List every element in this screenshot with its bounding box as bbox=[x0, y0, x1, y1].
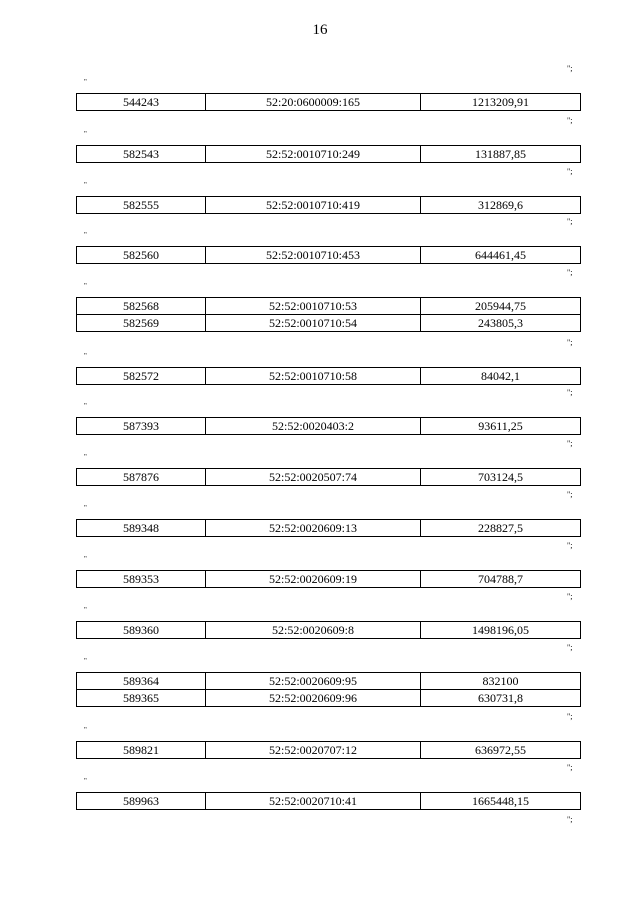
data-table bbox=[76, 519, 581, 537]
page-number: 16 bbox=[312, 22, 328, 38]
table-row bbox=[77, 315, 581, 332]
cadastral-number-cell: 52:52:0010710:58 bbox=[206, 368, 421, 385]
value-cell: 704788,7 bbox=[421, 571, 581, 588]
closing-quote: "; bbox=[567, 592, 573, 601]
opening-quote: " bbox=[84, 78, 87, 86]
value-cell: 84042,1 bbox=[421, 368, 581, 385]
table-row bbox=[77, 298, 581, 315]
cadastral-number-cell: 52:52:0020507:74 bbox=[206, 469, 421, 486]
closing-quote: "; bbox=[567, 167, 573, 176]
opening-quote: " bbox=[84, 352, 87, 360]
table-row bbox=[77, 368, 581, 385]
value-cell: 636972,55 bbox=[421, 742, 581, 759]
closing-quote: "; bbox=[567, 388, 573, 397]
closing-quote: "; bbox=[567, 338, 573, 347]
cadastral-number-cell: 52:52:0020707:12 bbox=[206, 742, 421, 759]
value-cell: 93611,25 bbox=[421, 418, 581, 435]
value-cell: 243805,3 bbox=[421, 315, 581, 332]
value-cell: 644461,45 bbox=[421, 247, 581, 264]
opening-quote: " bbox=[84, 726, 87, 734]
opening-quote: " bbox=[84, 130, 87, 138]
data-table bbox=[76, 93, 581, 111]
value-cell: 228827,5 bbox=[421, 520, 581, 537]
record-number-cell: 587876 bbox=[77, 469, 206, 486]
cadastral-number-cell: 52:52:0010710:53 bbox=[206, 298, 421, 315]
record-number-cell: 589360 bbox=[77, 622, 206, 639]
table-row bbox=[77, 469, 581, 486]
record-number-cell: 589365 bbox=[77, 690, 206, 707]
cadastral-number-cell: 52:20:0600009:165 bbox=[206, 94, 421, 111]
cadastral-number-cell: 52:52:0010710:419 bbox=[206, 197, 421, 214]
cadastral-number-cell: 52:52:0020609:8 bbox=[206, 622, 421, 639]
data-table bbox=[76, 570, 581, 588]
record-number-cell: 589963 bbox=[77, 793, 206, 810]
record-number-cell: 582560 bbox=[77, 247, 206, 264]
data-table bbox=[76, 741, 581, 759]
value-cell: 703124,5 bbox=[421, 469, 581, 486]
record-number-cell: 582555 bbox=[77, 197, 206, 214]
closing-quote: "; bbox=[567, 268, 573, 277]
closing-quote: "; bbox=[567, 217, 573, 226]
record-number-cell: 589364 bbox=[77, 673, 206, 690]
closing-quote: "; bbox=[567, 439, 573, 448]
closing-quote: "; bbox=[567, 490, 573, 499]
data-table bbox=[76, 672, 581, 707]
opening-quote: " bbox=[84, 555, 87, 563]
record-number-cell: 544243 bbox=[77, 94, 206, 111]
cadastral-number-cell: 52:52:0010710:453 bbox=[206, 247, 421, 264]
record-number-cell: 589353 bbox=[77, 571, 206, 588]
data-table bbox=[76, 297, 581, 332]
cadastral-number-cell: 52:52:0020609:13 bbox=[206, 520, 421, 537]
value-cell: 205944,75 bbox=[421, 298, 581, 315]
record-number-cell: 582568 bbox=[77, 298, 206, 315]
cadastral-number-cell: 52:52:0020609:19 bbox=[206, 571, 421, 588]
record-number-cell: 582543 bbox=[77, 146, 206, 163]
value-cell: 1498196,05 bbox=[421, 622, 581, 639]
table-row bbox=[77, 793, 581, 810]
opening-quote: " bbox=[84, 606, 87, 614]
table-row bbox=[77, 146, 581, 163]
data-table bbox=[76, 367, 581, 385]
table-row bbox=[77, 742, 581, 759]
data-table bbox=[76, 145, 581, 163]
opening-quote: " bbox=[84, 453, 87, 461]
closing-quote: "; bbox=[567, 64, 573, 73]
record-number-cell: 582569 bbox=[77, 315, 206, 332]
cadastral-number-cell: 52:52:0020710:41 bbox=[206, 793, 421, 810]
closing-quote: "; bbox=[567, 541, 573, 550]
opening-quote: " bbox=[84, 231, 87, 239]
opening-quote: " bbox=[84, 504, 87, 512]
closing-quote: "; bbox=[567, 643, 573, 652]
cadastral-number-cell: 52:52:0020609:96 bbox=[206, 690, 421, 707]
data-table bbox=[76, 246, 581, 264]
value-cell: 832100 bbox=[421, 673, 581, 690]
data-table bbox=[76, 621, 581, 639]
table-row bbox=[77, 690, 581, 707]
data-table bbox=[76, 417, 581, 435]
closing-quote: "; bbox=[567, 712, 573, 721]
value-cell: 1213209,91 bbox=[421, 94, 581, 111]
cadastral-number-cell: 52:52:0020609:95 bbox=[206, 673, 421, 690]
table-row bbox=[77, 418, 581, 435]
table-row bbox=[77, 197, 581, 214]
table-row bbox=[77, 247, 581, 264]
value-cell: 630731,8 bbox=[421, 690, 581, 707]
table-row bbox=[77, 673, 581, 690]
closing-quote: "; bbox=[567, 116, 573, 125]
opening-quote: " bbox=[84, 402, 87, 410]
table-row bbox=[77, 622, 581, 639]
opening-quote: " bbox=[84, 657, 87, 665]
cadastral-number-cell: 52:52:0010710:54 bbox=[206, 315, 421, 332]
table-row bbox=[77, 94, 581, 111]
closing-quote: "; bbox=[567, 815, 573, 824]
record-number-cell: 589348 bbox=[77, 520, 206, 537]
cadastral-number-cell: 52:52:0010710:249 bbox=[206, 146, 421, 163]
table-row bbox=[77, 571, 581, 588]
record-number-cell: 587393 bbox=[77, 418, 206, 435]
record-number-cell: 582572 bbox=[77, 368, 206, 385]
cadastral-number-cell: 52:52:0020403:2 bbox=[206, 418, 421, 435]
data-table bbox=[76, 792, 581, 810]
record-number-cell: 589821 bbox=[77, 742, 206, 759]
value-cell: 312869,6 bbox=[421, 197, 581, 214]
value-cell: 1665448,15 bbox=[421, 793, 581, 810]
value-cell: 131887,85 bbox=[421, 146, 581, 163]
opening-quote: " bbox=[84, 181, 87, 189]
data-table bbox=[76, 468, 581, 486]
table-row bbox=[77, 520, 581, 537]
data-table bbox=[76, 196, 581, 214]
closing-quote: "; bbox=[567, 763, 573, 772]
opening-quote: " bbox=[84, 777, 87, 785]
opening-quote: " bbox=[84, 282, 87, 290]
